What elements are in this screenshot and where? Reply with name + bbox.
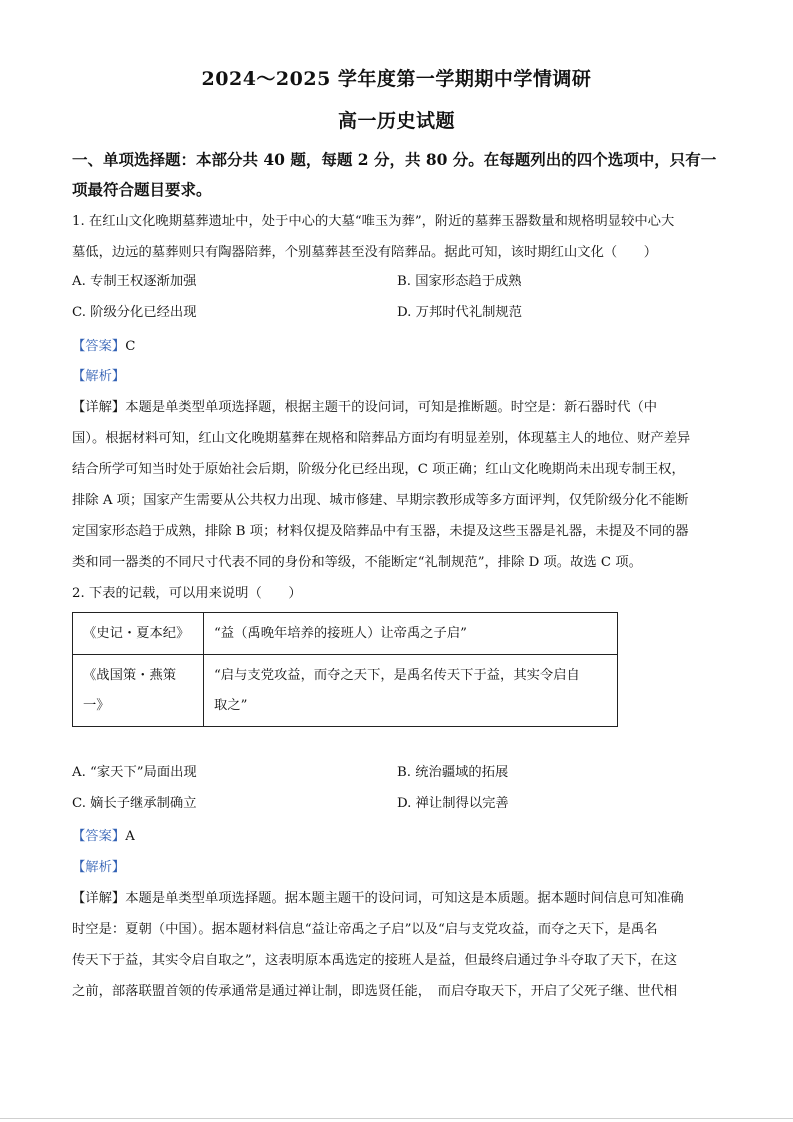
- answer-tag: 【答案】: [72, 829, 126, 844]
- q1-detail-line: 结合所学可知当时处于原始社会后期，阶级分化已经出现，C 项正确；红山文化晚期尚未出现专制王权，: [72, 462, 685, 477]
- q2-option-a[interactable]: A. “家天下”局面出现: [72, 765, 197, 780]
- exam-title: 2024～2025 学年度第一学期期中学情调研: [201, 68, 592, 90]
- q2-option-d[interactable]: D. 禅让制得以完善: [397, 796, 509, 811]
- detail-text: 本题是单类型单项选择题，根据主题干的设问词，可知是推断题。时空是：新石器时代（中: [125, 400, 658, 415]
- q2-detail-line: 时空是：夏朝（中国）。据本题材料信息“益让帝禹之子启”以及“启与支党攻益，而夺之天下，是禹名: [72, 922, 658, 937]
- analysis-tag: 【解析】: [72, 860, 126, 875]
- table-row: [73, 655, 618, 727]
- q1-stem-line: 墓低，边远的墓葬则只有陶器陪葬，个别墓葬甚至没有陪葬品。据此可知，该时期红山文化（ ）: [72, 245, 658, 260]
- q2-source-table: [72, 612, 618, 727]
- q2-analysis: [72, 858, 125, 878]
- detail-text: 本题是单类型单项选择题。据本题主题干的设问词，可知这是本质题。据本题时间信息可知准确: [125, 891, 684, 906]
- section-heading: [72, 145, 722, 205]
- q1-detail-line: [72, 398, 657, 418]
- q1-option-d[interactable]: D. 万邦时代礼制规范: [397, 305, 523, 320]
- q1-detail-line: 排除 A 项；国家产生需要从公共权力出现、城市修建、早期宗教形成等多方面评判，仅凭阶级分化不能断: [72, 493, 689, 508]
- q1-detail-line: 定国家形态趋于成熟，排除 B 项；材料仅提及陪葬品中有玉器，未提及这些玉器是礼器，未提及不同的器: [72, 524, 689, 539]
- q1-detail-line: 类和同一器类的不同尺寸代表不同的身份和等级，不能断定“礼制规范”，排除 D 项。故选 C 项。: [72, 555, 642, 570]
- q2-option-b[interactable]: B. 统治疆域的拓展: [397, 765, 509, 780]
- table-cell-text: “益（禹晚年培养的接班人）让帝禹之子启”: [204, 613, 618, 655]
- answer-tag: 【答案】: [72, 339, 126, 354]
- table-cell-text: [204, 655, 618, 727]
- text-line: 取之”: [214, 697, 248, 713]
- text-line: “启与支党攻益，而夺之天下，是禹名传天下于益，其实令启自: [214, 667, 580, 683]
- q2-detail-line: 传天下于益，其实令启自取之”，这表明原本禹选定的接班人是益，但最终启通过争斗夺取了天下，在这: [72, 953, 678, 968]
- detail-tag: 【详解】: [72, 400, 126, 415]
- source-line: 《战国策・燕策: [83, 667, 177, 683]
- q2-detail-line: [72, 889, 684, 909]
- section-heading-line: 一、单项选择题：本部分共 40 题，每题 2 分，共 80 分。在每题列出的四个选项中，只有一: [72, 150, 717, 169]
- analysis-tag: 【解析】: [72, 369, 126, 384]
- table-cell-source: [73, 655, 204, 727]
- q1-analysis: [72, 367, 125, 387]
- q2-option-c[interactable]: C. 嫡长子继承制确立: [72, 796, 197, 811]
- answer-value: C: [125, 339, 136, 354]
- q2-stem: 2. 下表的记载，可以用来说明（ ）: [72, 586, 302, 601]
- table-row: [73, 613, 618, 655]
- q1-detail-line: 国）。根据材料可知，红山文化晚期墓葬在规格和陪葬品方面均有明显差别，体现墓主人的地位、财产差异: [72, 431, 691, 446]
- table-cell-source: 《史记・夏本纪》: [73, 613, 204, 655]
- detail-tag: 【详解】: [72, 891, 126, 906]
- q1-stem-line: 1. 在红山文化晚期墓葬遗址中，处于中心的大墓“唯玉为葬”，附近的墓葬玉器数量和规格明显较中心大: [72, 214, 675, 229]
- q1-option-a[interactable]: A. 专制王权逐渐加强: [72, 274, 197, 289]
- q1-option-b[interactable]: B. 国家形态趋于成熟: [397, 274, 522, 289]
- q1-option-c[interactable]: C. 阶级分化已经出现: [72, 305, 197, 320]
- q1-answer: [72, 337, 135, 357]
- source-line: 一》: [83, 697, 110, 713]
- section-heading-line: 项最符合题目要求。: [72, 180, 212, 199]
- q2-detail-line: 之前，部落联盟首领的传承通常是通过禅让制，即选贤任能， 而启夺取天下，开启了父死子继、世代相: [72, 984, 678, 999]
- answer-value: A: [125, 829, 135, 844]
- exam-subtitle: 高一历史试题: [337, 110, 455, 132]
- page-bottom-divider: [0, 1118, 793, 1119]
- q2-answer: [72, 827, 135, 847]
